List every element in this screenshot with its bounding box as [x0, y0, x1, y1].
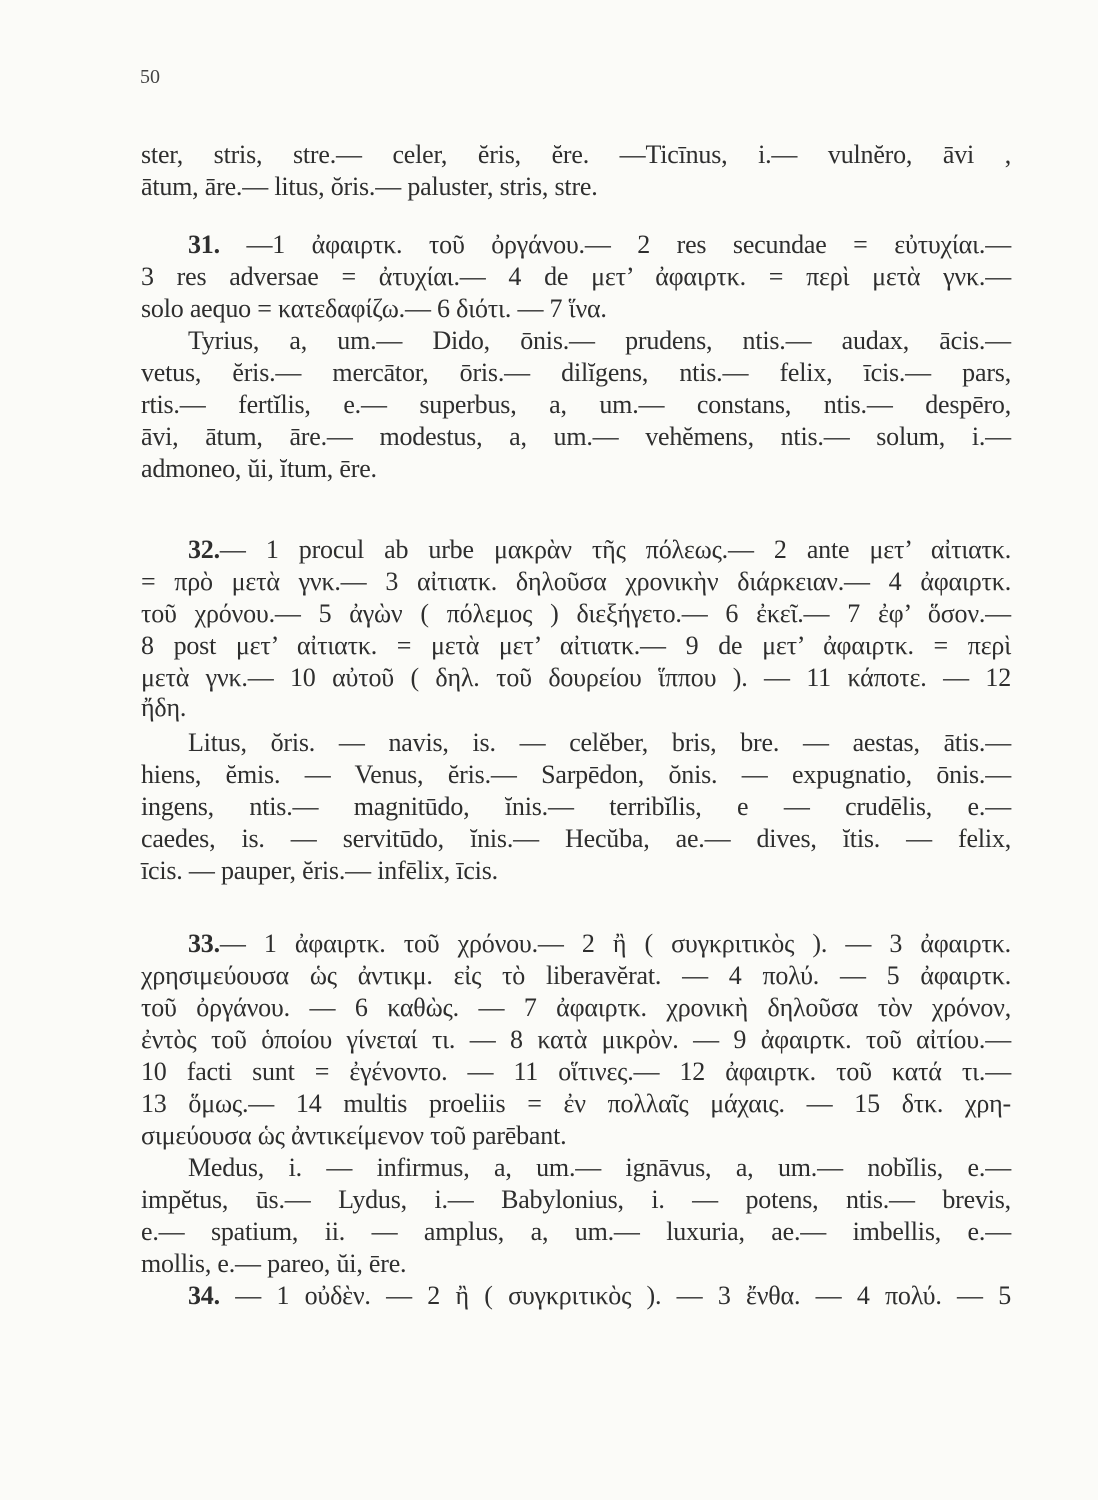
text-line — [141, 691, 1011, 725]
line-text: e.— spatium, ii. — amplus, a, um.— luxuria, ae.— imbellis, e.— — [141, 1217, 1011, 1246]
line-text: ster, stris, stre.— celer, ĕris, ĕre. —Ticīnus, i.— vulnĕro, āvi , — [141, 140, 1011, 169]
text-line — [141, 1215, 1011, 1249]
text-line — [141, 959, 1011, 993]
text-line — [141, 292, 1011, 326]
text-line — [141, 1119, 1011, 1153]
line-text: āvi, ātum, āre.— modestus, a, um.— vehĕmens, ntis.— solum, i.— — [141, 422, 1011, 451]
line-text: 13 ὅμως.— 14 multis proeliis = ἐν πολλαῖς μάχαις. — 15 δτκ. χρη- — [141, 1089, 1011, 1118]
text-line — [141, 420, 1011, 454]
text-line — [141, 790, 1011, 824]
line-text: Litus, ŏris. — navis, is. — celĕber, bris, bre. — aestas, ātis.— — [188, 728, 1011, 757]
text-line — [141, 170, 1011, 204]
line-text: — 1 ἀφαιρτκ. τοῦ χρόνου.— 2 ἢ ( συγκριτικὸς ). — 3 ἀφαιρτκ. — [219, 929, 1011, 958]
line-text: īcis. — pauper, ĕris.— infēlix, īcis. — [141, 856, 498, 885]
text-line — [141, 138, 1011, 172]
line-text: χρησιμεύουσα ὡς ἀντικμ. εἰς τὸ liberavĕrat. — 4 πολύ. — 5 ἀφαιρτκ. — [141, 961, 1011, 990]
line-text: 10 facti sunt = ἐγένοντο. — 11 οἵτινες.— 12 ἀφαιρτκ. τοῦ κατά τι.— — [141, 1057, 1011, 1086]
line-text: τοῦ ὀργάνου. — 6 καθὼς. — 7 ἀφαιρτκ. χρονικὴ δηλοῦσα τὸν χρόνον, — [141, 993, 1011, 1022]
text-line — [141, 597, 1011, 631]
line-text: mollis, e.— pareo, ŭi, ēre. — [141, 1249, 407, 1278]
text-line — [141, 822, 1011, 856]
line-text: τοῦ χρόνου.— 5 ἀγὼν ( πόλεμος ) διεξήγετο.— 6 ἐκεῖ.— 7 ἐφ’ ὅσον.— — [141, 599, 1011, 628]
exercise-number: 34. — [188, 1281, 220, 1310]
line-text: = πρὸ μετὰ γνκ.— 3 αἰτιατκ. δηλοῦσα χρονικὴν διάρκειαν.— 4 ἀφαιρτκ. — [141, 567, 1011, 596]
text-line — [188, 228, 1011, 262]
page-number: 50 — [140, 66, 160, 88]
line-text: Medus, i. — infirmus, a, um.— ignāvus, a, um.— nobĭlis, e.— — [188, 1153, 1011, 1182]
text-line — [141, 661, 1011, 695]
exercise-number: 33. — [188, 929, 220, 958]
text-line — [188, 324, 1011, 358]
text-line — [188, 726, 1011, 760]
line-text: — 1 procul ab urbe μακρὰν τῆς πόλεως.— 2 ante μετ’ αἰτιατκ. — [219, 535, 1011, 564]
exercise-number: 32. — [188, 535, 220, 564]
text-line — [188, 1279, 1011, 1313]
line-text: caedes, is. — servitūdo, ĭnis.— Hecŭba, ae.— dives, ĭtis. — felix, — [141, 824, 1011, 853]
text-line — [141, 452, 1011, 486]
line-text: 3 res adversae = ἀτυχίαι.— 4 de μετ’ ἀφαιρτκ. = περὶ μετὰ γνκ.— — [141, 262, 1011, 291]
line-text: ātum, āre.— litus, ŏris.— paluster, stris, stre. — [141, 172, 598, 201]
exercise-number: 31. — [188, 230, 220, 259]
text-line — [141, 1055, 1011, 1089]
text-line — [141, 565, 1011, 599]
text-line — [141, 1247, 1011, 1281]
line-text: σιμεύουσα ὡς ἀντικείμενον τοῦ parēbant. — [141, 1121, 567, 1150]
text-line — [141, 629, 1011, 663]
line-text: rtis.— fertĭlis, e.— superbus, a, um.— constans, ntis.— despēro, — [141, 390, 1011, 419]
text-line — [141, 260, 1011, 294]
line-text: solo aequo = κατεδαφίζω.— 6 διότι. — 7 ἵνα. — [141, 294, 607, 323]
text-line — [188, 533, 1011, 567]
line-text: admoneo, ŭi, ĭtum, ēre. — [141, 454, 377, 483]
text-line — [141, 758, 1011, 792]
line-text: impĕtus, ūs.— Lydus, i.— Babylonius, i. — potens, ntis.— brevis, — [141, 1185, 1011, 1214]
line-text: Tyrius, a, um.— Dido, ōnis.— prudens, ntis.— audax, ācis.— — [188, 326, 1011, 355]
line-text: μετὰ γνκ.— 10 αὐτοῦ ( δηλ. τοῦ δουρείου ἵππου ). — 11 κάποτε. — 12 — [141, 663, 1011, 692]
line-text: ἐντὸς τοῦ ὁποίου γίνεταί τι. — 8 κατὰ μικρὸν. — 9 ἀφαιρτκ. τοῦ αἰτίου.— — [141, 1025, 1011, 1054]
text-line — [141, 388, 1011, 422]
text-line — [141, 854, 1011, 888]
text-line — [141, 1087, 1011, 1121]
text-line — [141, 991, 1011, 1025]
text-line — [141, 356, 1011, 390]
line-text: — 1 οὐδὲν. — 2 ἢ ( συγκριτικὸς ). — 3 ἔνθα. — 4 πολύ. — 5 — [219, 1281, 1011, 1310]
line-text: hiens, ĕmis. — Venus, ĕris.— Sarpēdon, ŏnis. — expugnatio, ōnis.— — [141, 760, 1011, 789]
text-line — [188, 927, 1011, 961]
text-line — [188, 1151, 1011, 1185]
line-text: vetus, ĕris.— mercātor, ōris.— dilĭgens, ntis.— felix, īcis.— pars, — [141, 358, 1011, 387]
text-line — [141, 1183, 1011, 1217]
text-line — [141, 1023, 1011, 1057]
line-text: 8 post μετ’ αἰτιατκ. = μετὰ μετ’ αἰτιατκ.— 9 de μετ’ ἀφαιρτκ. = περὶ — [141, 631, 1011, 660]
line-text: ἤδη. — [141, 693, 187, 722]
line-text: —1 ἀφαιρτκ. τοῦ ὀργάνου.— 2 res secundae = εὐτυχίαι.— — [219, 230, 1011, 259]
line-text: ingens, ntis.— magnitūdo, ĭnis.— terribĭlis, e — crudēlis, e.— — [141, 792, 1011, 821]
